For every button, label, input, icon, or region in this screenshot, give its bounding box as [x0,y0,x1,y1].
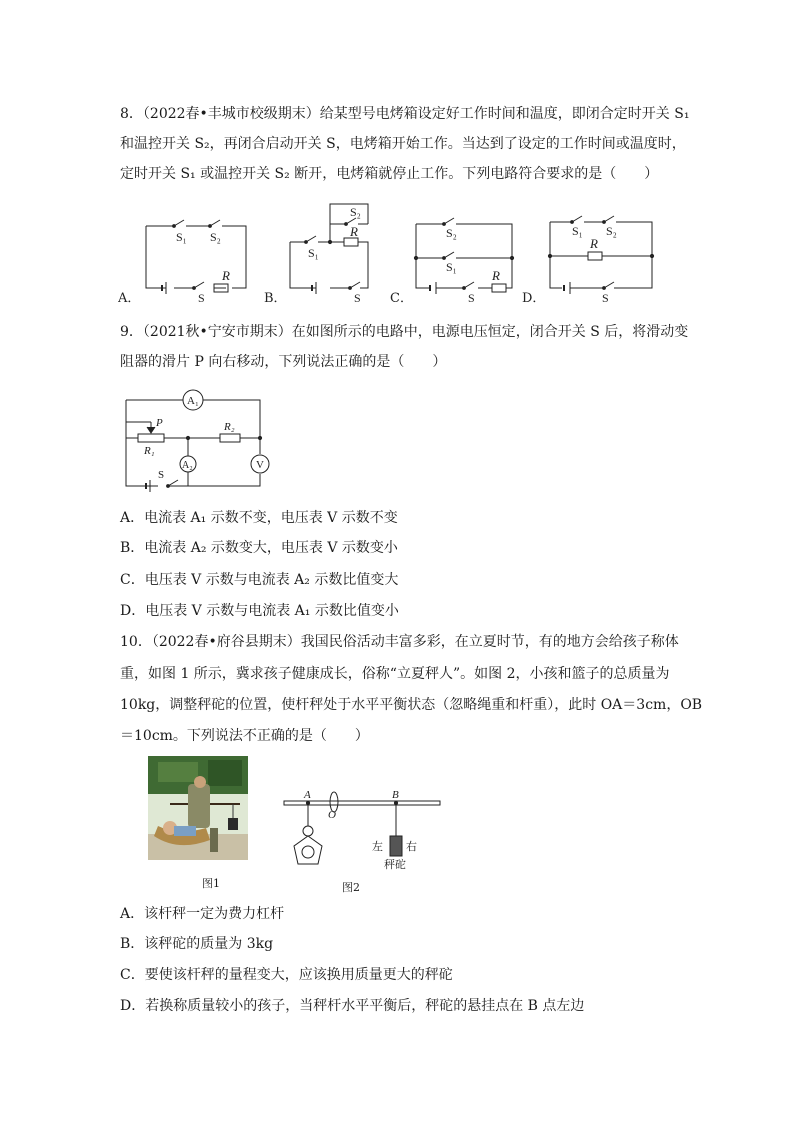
circuit-b [290,204,368,305]
left-label: 左 [372,840,383,853]
q9-option-b: B．电流表 A₂ 示数变大，电压表 V 示数变小 [120,540,398,556]
ammeter-a1-label: A₁ [187,395,199,407]
q9-option-c: C．电压表 V 示数与电流表 A₂ 示数比值变大 [120,572,399,588]
ammeter-a2-label: A₂ [182,460,193,471]
slider-p-label: P [156,417,163,429]
q10-stem-line-2: 重，如图 1 所示，冀求孩子健康成长，俗称“立夏秤人”。如图 2，小孩和篮子的总质量为 [120,666,670,682]
voltmeter-v-label: V [256,459,264,471]
q10-figure-1-photo [148,756,248,860]
circuit-b-r-label: R [350,224,358,239]
q10-option-a: A．该杆秤一定为费力杠杆 [120,906,285,922]
q9-option-d: D．电压表 V 示数与电流表 A₁ 示数比值变小 [120,603,399,619]
circuit-d-s2-label: S₂ [606,224,617,238]
circuit-a-s-label: S [198,291,205,305]
q8-stem-line-3: 定时开关 S₁ 或温控开关 S₂ 断开，电烤箱就停止工作。下列电路符合要求的是（ ） [120,166,659,182]
q9-circuit-diagram [118,386,278,496]
circuit-a-s2-label: S₂ [210,230,221,244]
circuit-a-r-label: R [222,268,230,283]
q10-option-b: B．该秤砣的质量为 3kg [120,936,274,952]
switch-s-label: S [158,469,165,481]
q8-stem-line-1: 8．（2022春•丰城市校级期末）给某型号电烤箱设定好工作时间和温度，即闭合定时开关 S₁ [120,106,690,122]
circuit-b-s1-label: S₁ [308,246,319,260]
point-o-label: O [328,809,336,821]
resistor-r2-label: R₂ [224,421,235,433]
circuit-c-r-label: R [492,268,500,283]
circuit-c [414,218,513,305]
point-b-label: B [392,789,399,801]
circuit-c-s2-label: S₂ [446,226,457,240]
q9-stem-line-1: 9．（2021秋•宁安市期末）在如图所示的电路中，电源电压恒定，闭合开关 S 后，将滑动变 [120,324,689,340]
q10-figure-2-steelyard [280,786,450,870]
circuit-d-r-label: R [590,236,598,251]
q10-option-d: D．若换称质量较小的孩子，当秤杆水平平衡后，秤砣的悬挂点在 B 点左边 [120,998,585,1014]
right-label: 右 [406,840,417,853]
q8-option-a-letter: A． [118,291,141,306]
circuit-a-s1-label: S₁ [176,230,187,244]
q8-option-b-letter: B． [264,291,287,306]
q10-stem-line-1: 10．（2022春•府谷县期末）我国民俗活动丰富多彩，在立夏时节，有的地方会给孩子称体 [120,634,679,650]
resistor-r1-label: R₁ [144,445,155,457]
q9-stem-line-2: 阻器的滑片 P 向右移动，下列说法正确的是（ ） [120,354,447,370]
q10-option-c: C．要使该杆秤的量程变大，应该换用质量更大的秤砣 [120,967,453,983]
circuit-b-s-label: S [354,291,361,305]
q10-stem-line-3: 10kg，调整秤砣的位置，使杆秤处于水平平衡状态（忽略绳重和杆重），此时 OA＝3cm，OB [120,697,703,713]
circuit-d-s1-label: S₁ [572,224,583,238]
q9-option-a: A．电流表 A₁ 示数不变，电压表 V 示数不变 [120,510,398,526]
weight-label: 秤砣 [384,858,406,870]
circuit-d [548,216,653,305]
q8-circuit-options [118,200,678,308]
circuit-c-s-label: S [468,291,475,305]
q8-option-d-letter: D． [522,291,546,306]
circuit-a [146,220,246,305]
q8-option-c-letter: C． [390,291,413,306]
q10-figure-1-caption: 图1 [202,877,220,890]
circuit-d-s-label: S [602,291,609,305]
q10-stem-line-4: ＝10cm。下列说法不正确的是（ ） [120,728,369,744]
q8-stem-line-2: 和温控开关 S₂，再闭合启动开关 S，电烤箱开始工作。当达到了设定的工作时间或温度时， [120,136,686,152]
circuit-c-s1-label: S₁ [446,260,457,274]
point-a-label: A [304,789,311,801]
circuit-b-s2-label: S₂ [350,205,361,219]
q10-figure-2-caption: 图2 [342,881,360,894]
